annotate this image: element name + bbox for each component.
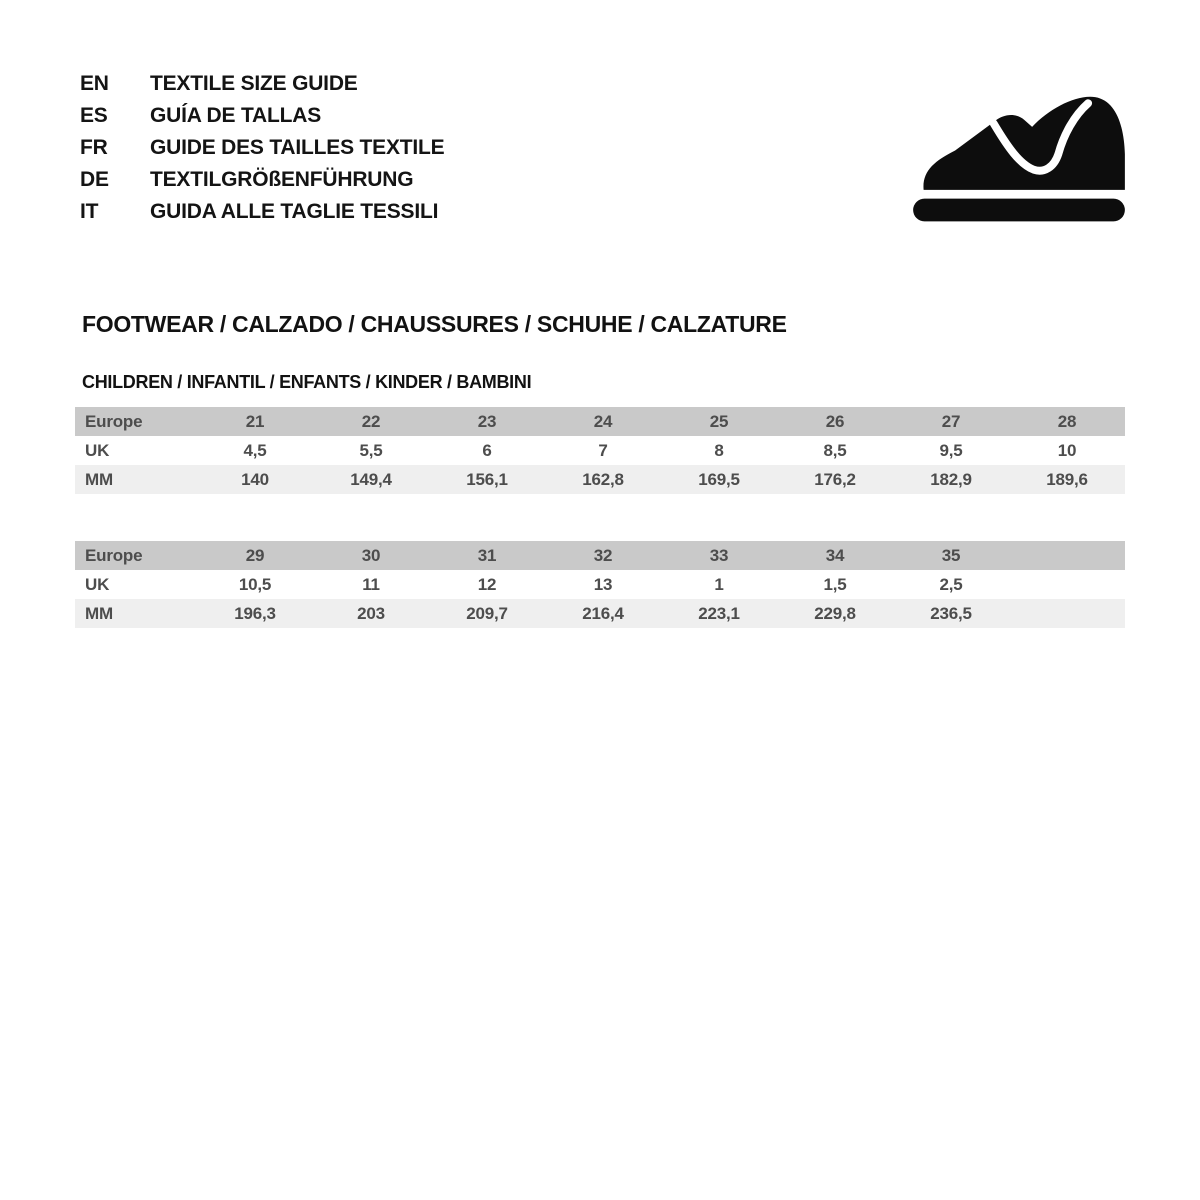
table-cell: 1,5 (777, 570, 893, 599)
table-cell: 162,8 (545, 465, 661, 494)
lang-row-es (80, 100, 444, 132)
table-cell: 182,9 (893, 465, 1009, 494)
table-cell: 11 (313, 570, 429, 599)
table-cell: 33 (661, 541, 777, 570)
table-cell: 203 (313, 599, 429, 628)
language-title-block (80, 68, 444, 228)
row-label: MM (75, 465, 197, 494)
lang-label: GUIDE DES TAILLES TEXTILE (150, 136, 445, 159)
table-cell (1009, 599, 1125, 628)
table-cell: 196,3 (197, 599, 313, 628)
subsection-title-children: CHILDREN / INFANTIL / ENFANTS / KINDER / BAMBINI (82, 372, 532, 392)
table-cell (1009, 570, 1125, 599)
row-label: UK (75, 570, 197, 599)
table-cell: 140 (197, 465, 313, 494)
table-cell: 149,4 (313, 465, 429, 494)
table-cell: 27 (893, 407, 1009, 436)
lang-label: GUIDA ALLE TAGLIE TESSILI (150, 200, 439, 223)
table-cell: 216,4 (545, 599, 661, 628)
lang-code: FR (80, 136, 108, 159)
table-cell: 223,1 (661, 599, 777, 628)
children-shoe-icon (903, 84, 1135, 224)
table-cell: 22 (313, 407, 429, 436)
lang-row-it (80, 196, 444, 228)
lang-code: ES (80, 104, 108, 127)
table-cell: 229,8 (777, 599, 893, 628)
table-row-mm (75, 599, 1125, 628)
table-cell: 10 (1009, 436, 1125, 465)
table-cell: 1 (661, 570, 777, 599)
row-label: Europe (75, 407, 197, 436)
section-title-footwear: FOOTWEAR / CALZADO / CHAUSSURES / SCHUHE / CALZATURE (82, 311, 787, 337)
table-cell: 35 (893, 541, 1009, 570)
table-cell: 24 (545, 407, 661, 436)
lang-row-de (80, 164, 444, 196)
table-cell: 156,1 (429, 465, 545, 494)
table-cell: 13 (545, 570, 661, 599)
table-cell: 209,7 (429, 599, 545, 628)
table-cell: 12 (429, 570, 545, 599)
table-cell: 8 (661, 436, 777, 465)
table-cell: 176,2 (777, 465, 893, 494)
lang-code: EN (80, 72, 109, 95)
lang-label: GUÍA DE TALLAS (150, 104, 322, 127)
table-cell: 26 (777, 407, 893, 436)
table-row-uk (75, 570, 1125, 599)
table-cell: 2,5 (893, 570, 1009, 599)
table-row-europe (75, 541, 1125, 570)
row-label: MM (75, 599, 197, 628)
table-cell: 32 (545, 541, 661, 570)
table-cell: 34 (777, 541, 893, 570)
lang-code: IT (80, 200, 99, 223)
table-cell (1009, 541, 1125, 570)
table-cell: 10,5 (197, 570, 313, 599)
lang-row-fr (80, 132, 444, 164)
lang-label: TEXTILE SIZE GUIDE (150, 72, 358, 95)
table-cell: 23 (429, 407, 545, 436)
table-row-europe (75, 407, 1125, 436)
row-label: UK (75, 436, 197, 465)
table-cell: 28 (1009, 407, 1125, 436)
table-cell: 31 (429, 541, 545, 570)
table-cell: 29 (197, 541, 313, 570)
table-cell: 7 (545, 436, 661, 465)
table-row-uk (75, 436, 1125, 465)
table-cell: 169,5 (661, 465, 777, 494)
table-cell: 6 (429, 436, 545, 465)
table-cell: 21 (197, 407, 313, 436)
row-label: Europe (75, 541, 197, 570)
lang-label: TEXTILGRÖßENFÜHRUNG (150, 168, 414, 191)
lang-code: DE (80, 168, 109, 191)
lang-row-en (80, 68, 444, 100)
size-table-eu-29-35 (75, 541, 1125, 628)
table-cell: 9,5 (893, 436, 1009, 465)
table-cell: 189,6 (1009, 465, 1125, 494)
table-cell: 25 (661, 407, 777, 436)
table-cell: 4,5 (197, 436, 313, 465)
table-cell: 236,5 (893, 599, 1009, 628)
table-row-mm (75, 465, 1125, 494)
table-cell: 8,5 (777, 436, 893, 465)
table-cell: 30 (313, 541, 429, 570)
size-table-eu-21-28 (75, 407, 1125, 494)
table-cell: 5,5 (313, 436, 429, 465)
